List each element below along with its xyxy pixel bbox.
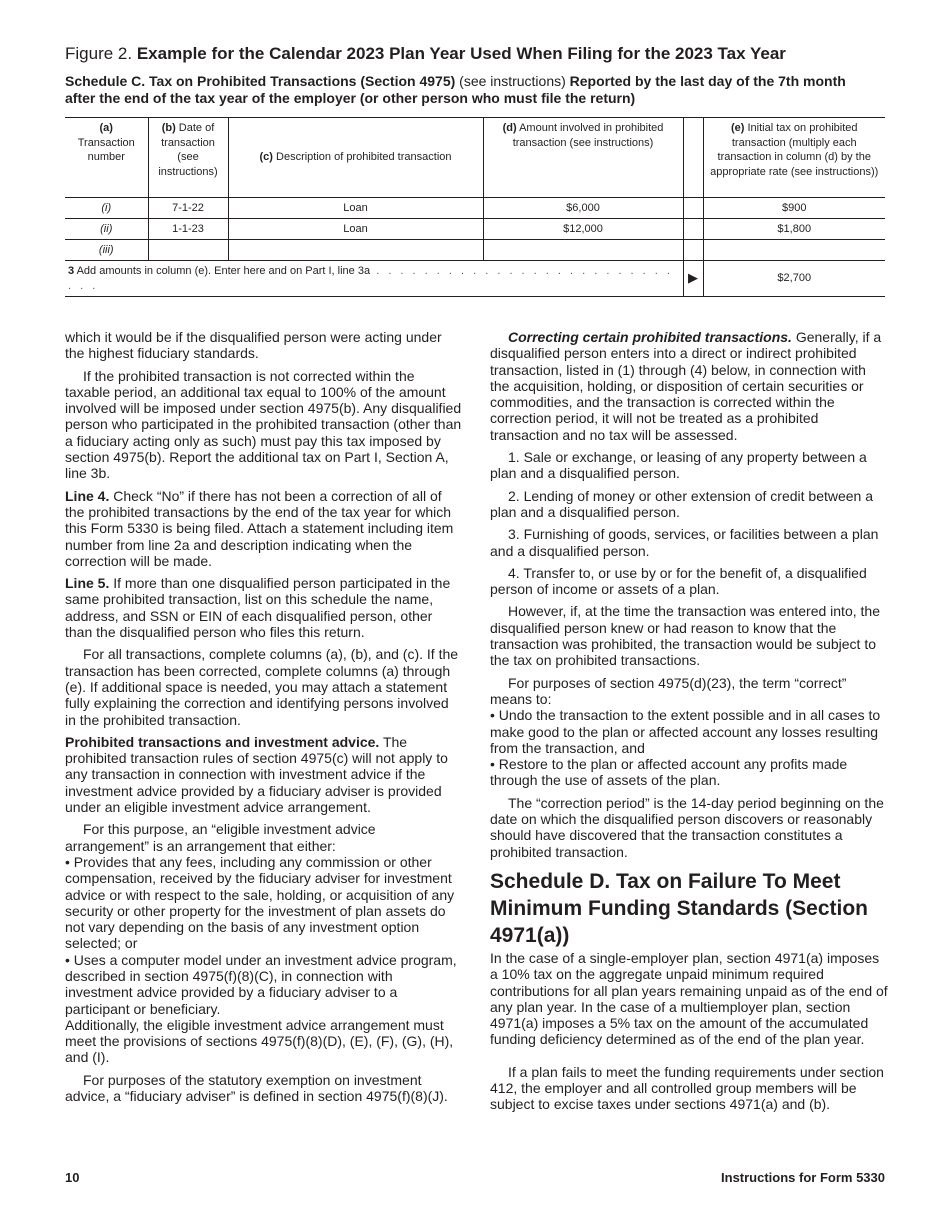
row-date xyxy=(148,240,228,261)
schedule-c-table xyxy=(65,117,885,297)
paragraph: The “correction period” is the 14-day period beginning on the date on which the disqualified person discovers or reasonably should have discovered that the transaction constitutes a prohibited transaction. xyxy=(490,794,884,860)
row-number: (iii) xyxy=(98,243,114,256)
row-date: 7-1-22 xyxy=(148,198,228,219)
line-number: 3 xyxy=(68,265,75,277)
total-row xyxy=(65,261,885,297)
right-column xyxy=(490,329,888,1119)
total-value: $2,700 xyxy=(703,261,885,297)
table-row xyxy=(65,198,885,219)
paragraph: Additionally, the eligible investment advice arrangement must meet the provisions of sections 4975(f)(8)(D), (E), (F), (G), (H), and (I). xyxy=(65,1016,454,1066)
row-description: Loan xyxy=(228,198,483,219)
investment-advice-paragraph: Prohibited transactions and investment advice. The prohibited transaction rules of section 4975(c) will not apply to any transaction in connection with investment advice if the investment advice provided by a fiduciary adviser is provided under an eligible investment advice arrangement. xyxy=(65,733,448,816)
row-amount: $6,000 xyxy=(483,198,683,219)
paragraph: In the case of a single-employer plan, section 4971(a) imposes a 10% tax on the aggregate unpaid minimum required contributions for all plan years remaining unpaid as of the end of any plan year. In the case of a multiemployer plan, section 4971(a) imposes a 5% tax on the amount of the accumulated funding deficiency determined as of the end of the plan year. xyxy=(490,949,888,1048)
bullet-item: • Restore to the plan or affected account any profits made through the use of assets of the plan. xyxy=(490,756,848,789)
col-d-header: (d) Amount involved in prohibited transaction (see instructions) xyxy=(483,118,683,198)
col-b-header: (b) Date of transaction (see instructions) xyxy=(148,118,228,198)
paragraph: For purposes of section 4975(d)(23), the term “correct” means to: xyxy=(490,674,847,707)
row-number: (i) xyxy=(101,201,112,214)
col-a-header: (a) Transaction number xyxy=(65,118,148,198)
form-name: Instructions for Form 5330 xyxy=(721,1170,885,1185)
left-column xyxy=(65,329,463,1110)
bullet-item: • Uses a computer model under an investment advice program, described in section 4975(f)(8)(C), in connection with investment advice provided by a fiduciary adviser to a participant or beneficiary. xyxy=(65,951,457,1017)
row-date: 1-1-23 xyxy=(148,219,228,240)
list-item: 4. Transfer to, or use by or for the benefit of, a disqualified person of income or assets of a plan. xyxy=(490,564,867,598)
arrow-column xyxy=(683,118,703,198)
row-tax: $900 xyxy=(703,198,885,219)
figure-title: Example for the Calendar 2023 Plan Year Used When Filing for the 2023 Tax Year xyxy=(136,44,786,63)
paragraph: For purposes of the statutory exemption on investment advice, a “fiduciary adviser” is defined in section 4975(f)(8)(J). xyxy=(65,1071,448,1105)
schedule-c-title: Schedule C. Tax on Prohibited Transactions (Section 4975) xyxy=(65,73,456,89)
bullet-item: • Provides that any fees, including any commission or other compensation, received by the fiduciary adviser for investment advice or with respect to the sale, holding, or acquisition of any security or other property for the investment of plan assets do not vary depending on the basis of any investment option selected; or xyxy=(65,853,455,952)
bullet-item: • Undo the transaction to the extent possible and in all cases to make good to the plan or affected account any losses resulting from the transaction, and xyxy=(490,707,881,756)
col-e-header: (e) Initial tax on prohibited transaction (multiply each transaction in column (d) by the appropriate rate (see instructions)) xyxy=(703,118,885,198)
list-item: 2. Lending of money or other extension of credit between a plan and a disqualified person. xyxy=(490,487,874,520)
paragraph: For all transactions, complete columns (a), (b), and (c). If the transaction has been corrected, complete columns (a) through (e). If additional space is needed, you may attach a statement fully explaining the correction and identifying persons involved in the prohibited transaction. xyxy=(65,646,459,728)
row-number: (ii) xyxy=(100,222,113,235)
reporting-deadline: Reported by the last day of the 7th month after the end of the tax year of the employer (or other person who must file the return) xyxy=(65,73,846,106)
leader-dots: . . . . . . . . . . . . . . . . . . . . . . . . . . . . xyxy=(68,265,673,292)
total-label: Add amounts in column (e). Enter here and on Part I, line 3a xyxy=(74,265,371,277)
line-5-paragraph: Line 5. If more than one disqualified person participated in the same prohibited transaction, list on this schedule the name, address, and SSN or EIN of each disqualified person, other than the disqualified person who files this return. xyxy=(65,575,451,641)
schedule-c-heading xyxy=(65,73,865,106)
list-item: 3. Furnishing of goods, services, or facilities between a plan and a disqualified person. xyxy=(490,526,879,559)
see-instructions: (see instructions) xyxy=(455,73,570,89)
row-tax xyxy=(703,240,885,261)
row-description xyxy=(228,240,483,261)
paragraph: For this purpose, an “eligible investment advice arrangement” is an arrangement that either: xyxy=(65,821,376,854)
table-row xyxy=(65,240,885,261)
figure-caption xyxy=(65,44,786,64)
figure-label: Figure 2. xyxy=(65,44,133,63)
paragraph: However, if, at the time the transaction was entered into, the disqualified person knew or had reason to know that the transaction was prohibited, the transaction would be subject to the tax on prohibited transactions. xyxy=(490,603,880,669)
paragraph: If a plan fails to meet the funding requirements under section 412, the employer and all controlled group members will be subject to excise taxes under sections 4971(a) and (b). xyxy=(490,1063,884,1113)
row-description: Loan xyxy=(228,219,483,240)
correcting-paragraph: Correcting certain prohibited transactions. Generally, if a disqualified person enters into a direct or indirect prohibited transaction, listed in (1) through (4) below, in connection with the acquisition, holding, or disposition of certain securities or commodities, and the transaction is corrected within the correction period, it will not be treated as a prohibited transaction and no tax will be assessed. xyxy=(490,329,882,443)
schedule-d-heading: Schedule D. Tax on Failure To Meet Minimum Funding Standards (Section 4971(a)) xyxy=(490,869,868,947)
table-row xyxy=(65,219,885,240)
arrow-right-icon: ▶ xyxy=(683,261,703,297)
page-number: 10 xyxy=(65,1170,80,1185)
paragraph: which it would be if the disqualified person were acting under the highest fiduciary standards. xyxy=(65,329,442,362)
line-4-paragraph: Line 4. Check “No” if there has not been a correction of all of the prohibited transactions by the end of the tax year for which this Form 5330 is being filed. Attach a statement including item number from line 2a and description indicating when the correction will be made. xyxy=(65,487,454,569)
list-item: 1. Sale or exchange, or leasing of any property between a plan and a disqualified person. xyxy=(490,449,867,482)
row-tax: $1,800 xyxy=(703,219,885,240)
table-header xyxy=(65,118,885,198)
col-c-header: (c) Description of prohibited transaction xyxy=(228,118,483,198)
row-amount xyxy=(483,240,683,261)
paragraph: If the prohibited transaction is not corrected within the taxable period, an additional tax equal to 100% of the amount involved will be imposed under section 4975(b). Any disqualified person who participated in the prohibited transaction (other than a fiduciary acting only as such) must pay this tax imposed by section 4975(b). Report the additional tax on Part I, Section A, line 3b. xyxy=(65,367,462,482)
row-amount: $12,000 xyxy=(483,219,683,240)
